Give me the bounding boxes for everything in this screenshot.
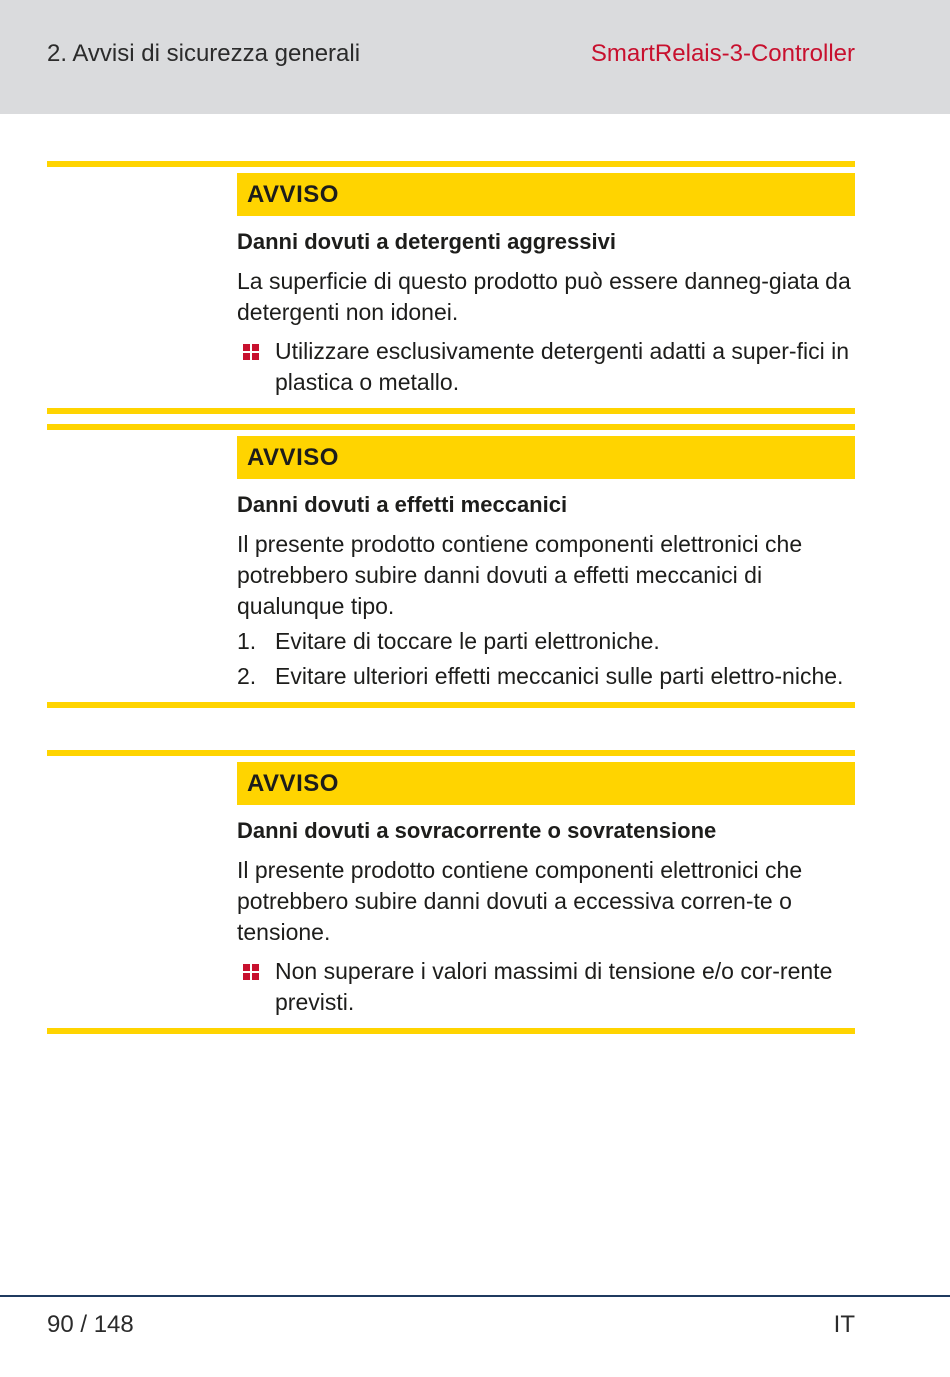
footer-divider <box>0 1295 950 1297</box>
warning-bullet-icon <box>243 964 259 980</box>
step-text: Evitare di toccare le parti elettroniche. <box>275 628 660 654</box>
step-number: 2. <box>237 663 257 689</box>
notice-heading: Danni dovuti a detergenti aggressivi <box>237 229 616 254</box>
notice-banner: AVVISO <box>237 762 855 805</box>
notice-mechanical <box>47 424 855 708</box>
notice-banner: AVVISO <box>237 173 855 216</box>
notice-overcurrent <box>47 750 855 1034</box>
notice-text: La superficie di questo prodotto può essere danneg-giata da detergenti non idonei. <box>237 268 851 325</box>
page-header <box>0 0 950 114</box>
step-number: 1. <box>237 628 257 654</box>
notice-text: Il presente prodotto contiene componenti elettronici che potrebbero subire danni dovuti a effetti meccanici di qualunque tipo. <box>237 531 803 619</box>
language-code: IT <box>833 1311 855 1338</box>
page-number: 90 / 148 <box>47 1311 134 1338</box>
numbered-step <box>237 626 855 657</box>
notice-top-rule <box>47 161 855 167</box>
notice-cleaning <box>47 161 855 414</box>
bullet-text: Non superare i valori massimi di tensione e/o cor-rente previsti. <box>275 958 833 1015</box>
warning-bullet-icon <box>243 344 259 360</box>
notice-heading: Danni dovuti a effetti meccanici <box>237 492 568 517</box>
product-name: SmartRelais-3-Controller <box>590 40 855 67</box>
notice-bottom-rule <box>47 702 855 708</box>
notice-bottom-rule <box>47 408 855 414</box>
numbered-step <box>237 661 855 692</box>
notice-bottom-rule <box>47 1028 855 1034</box>
notice-top-rule <box>47 424 855 430</box>
notice-bullet <box>237 956 855 1018</box>
notice-bullet <box>237 336 855 398</box>
notice-banner: AVVISO <box>237 436 855 479</box>
notice-top-rule <box>47 750 855 756</box>
notice-text: Il presente prodotto contiene componenti elettronici che potrebbero subire danni dovuti a eccessiva corren-te o tensione. <box>237 857 803 945</box>
notice-heading: Danni dovuti a sovracorrente o sovratensione <box>237 818 717 843</box>
step-text: Evitare ulteriori effetti meccanici sulle parti elettro-niche. <box>275 663 844 689</box>
bullet-text: Utilizzare esclusivamente detergenti adatti a super-fici in plastica o metallo. <box>275 338 849 395</box>
section-title: 2. Avvisi di sicurezza generali <box>47 40 361 67</box>
